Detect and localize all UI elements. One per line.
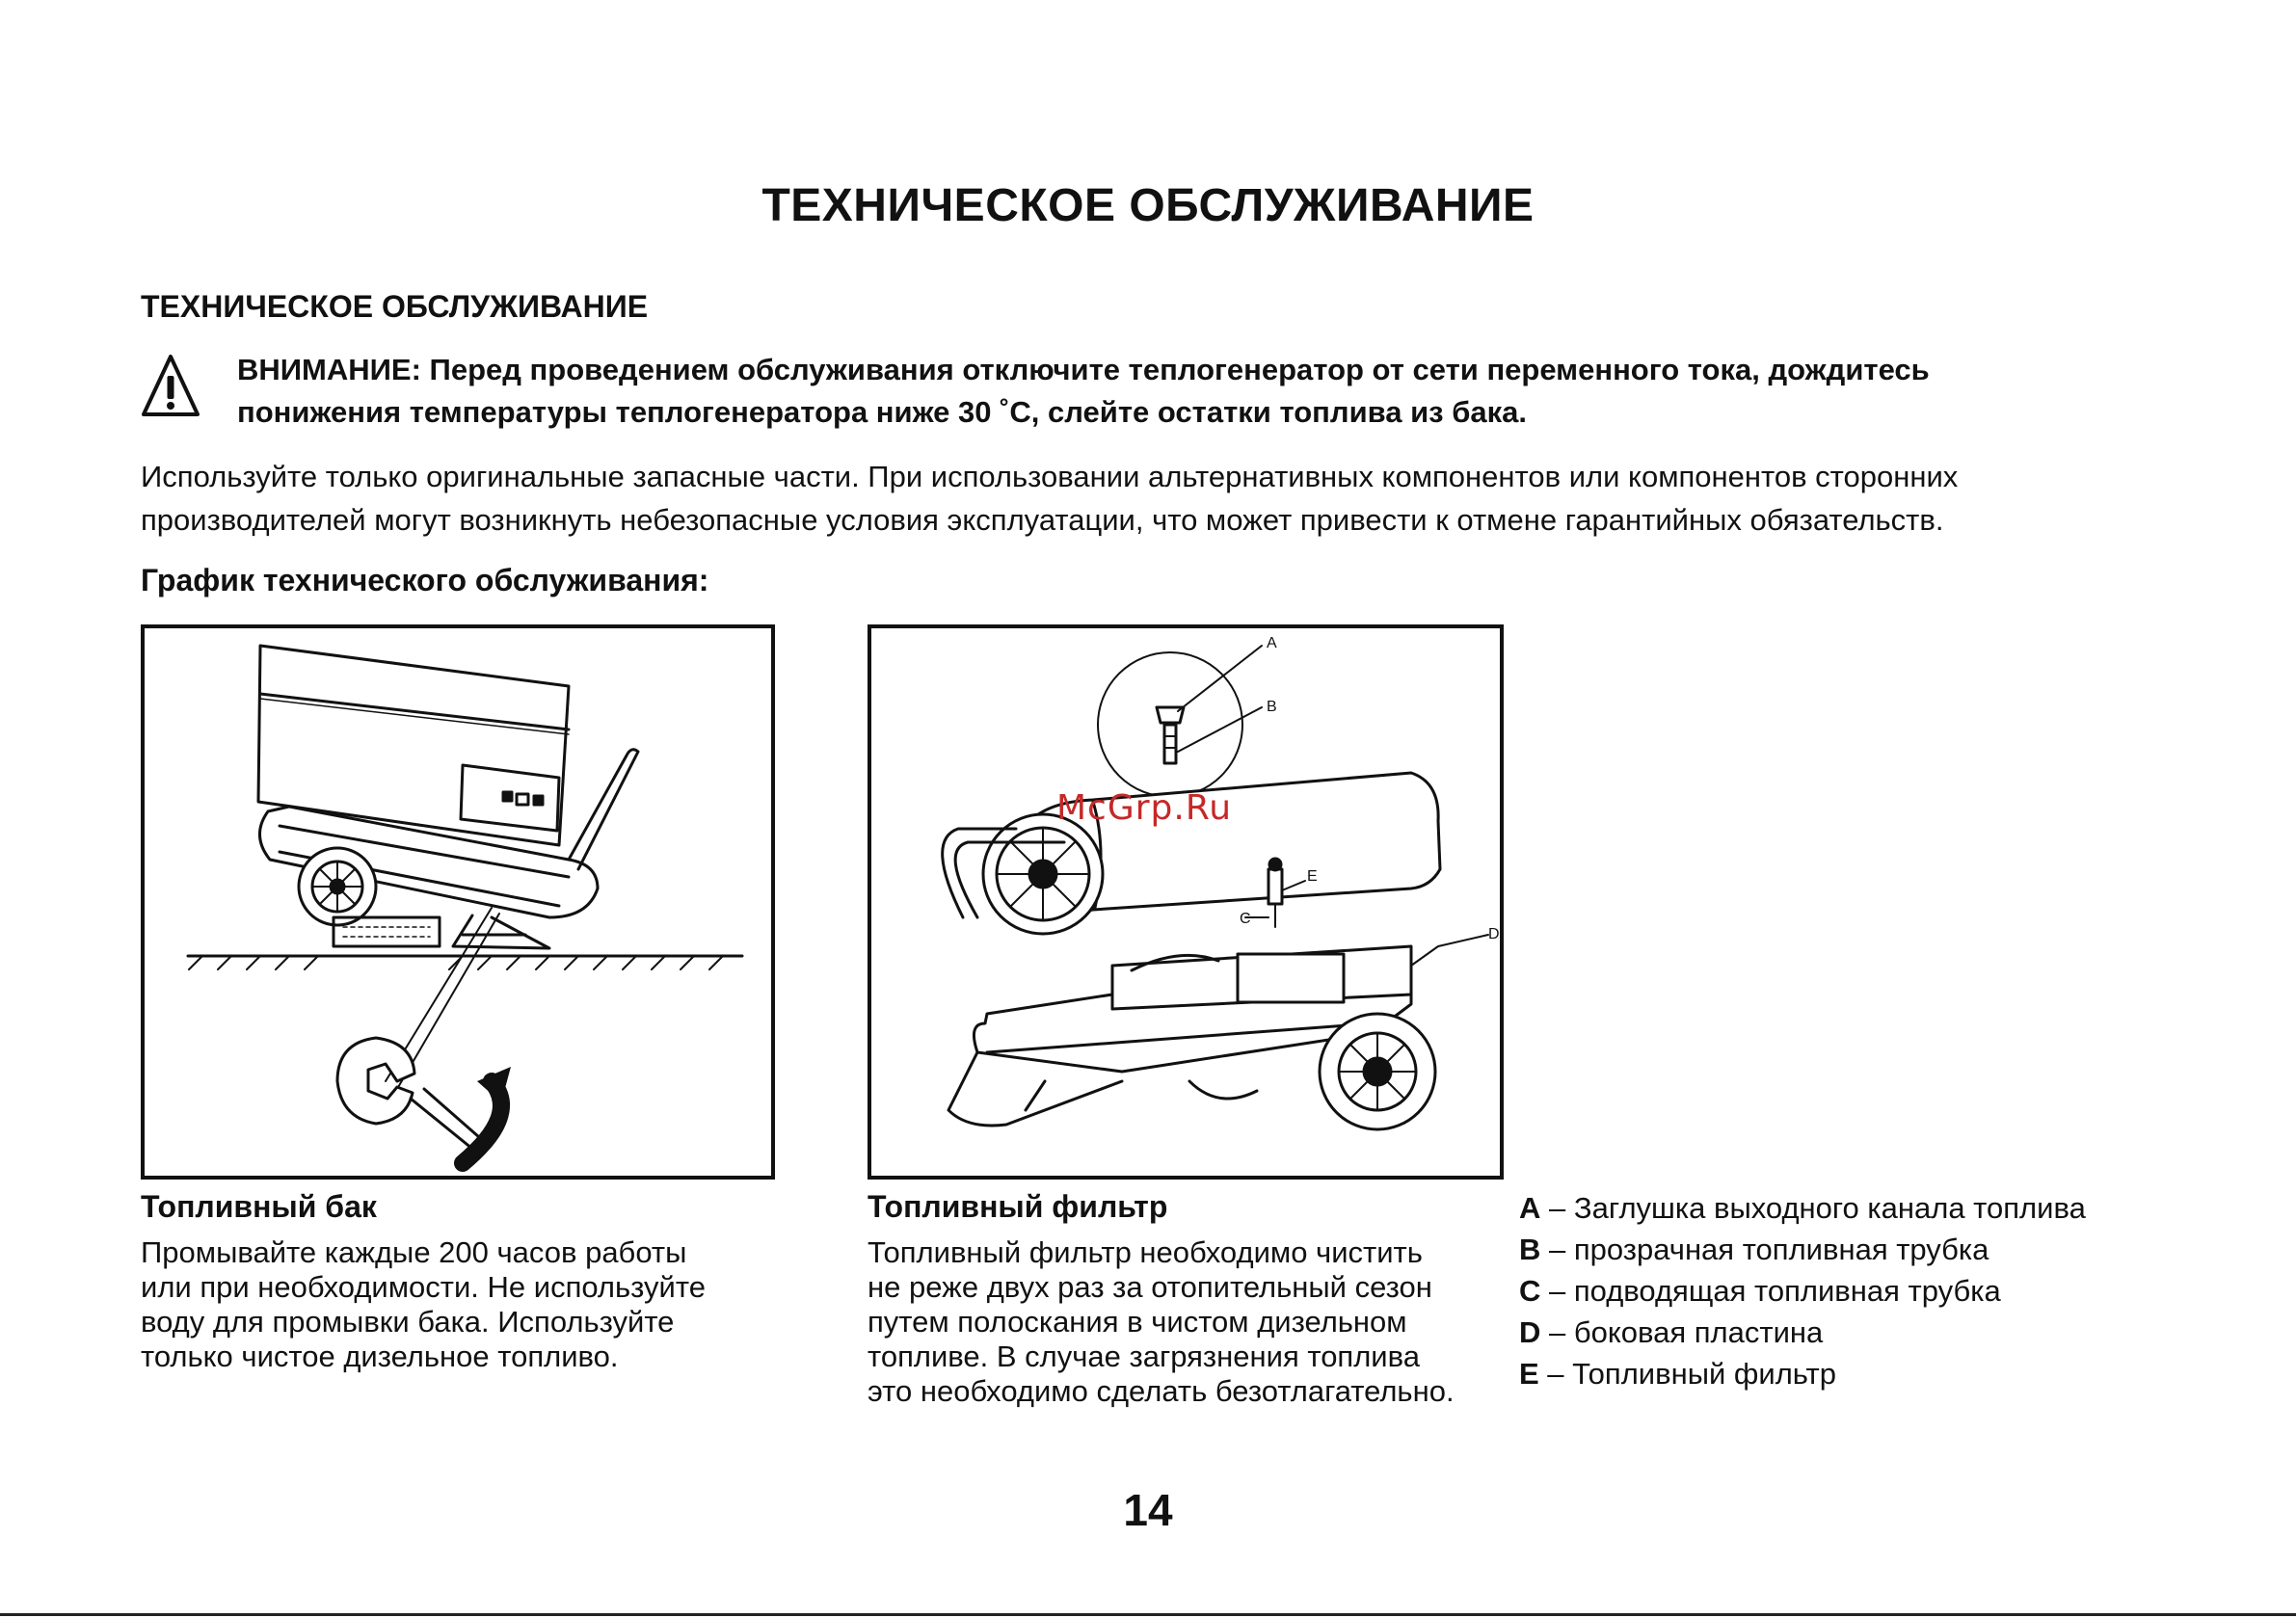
fuel-tank-line: или при необходимости. Не используйте xyxy=(141,1270,706,1304)
diagram-label-c: C xyxy=(1240,911,1251,927)
legend-letter: A xyxy=(1519,1191,1541,1225)
legend-text: – Заглушка выходного канала топлива xyxy=(1540,1191,2086,1225)
fuel-tank-line: воду для промывки бака. Используйте xyxy=(141,1305,675,1339)
intro-paragraph xyxy=(141,455,2194,542)
page-number: 14 xyxy=(1123,1485,1173,1535)
fuel-tank-figure xyxy=(141,624,775,1180)
diagram-label-a: A xyxy=(1267,635,1277,651)
fuel-filter-line: не реже двух раз за отопительный сезон xyxy=(868,1270,1432,1304)
legend-letter: C xyxy=(1519,1274,1541,1308)
legend-text: – подводящая топливная трубка xyxy=(1540,1274,2001,1308)
legend-item-b xyxy=(1519,1229,2271,1270)
fuel-filter-title: Топливный фильтр xyxy=(868,1189,1168,1224)
fuel-tank-text xyxy=(141,1235,777,1374)
fuel-filter-line: путем полоскания в чистом дизельном xyxy=(868,1305,1407,1339)
warning-triangle-icon xyxy=(141,353,200,420)
legend-letter: D xyxy=(1519,1315,1541,1349)
legend-text: – Топливный фильтр xyxy=(1538,1357,1836,1391)
fuel-tank-line: только чистое дизельное топливо. xyxy=(141,1339,619,1373)
diagram-label-e: E xyxy=(1307,868,1318,885)
warning-line-2: понижения температуры теплогенератора ниже 30 ˚C, слейте остатки топлива из бака. xyxy=(237,395,1527,429)
legend-text: – прозрачная топливная трубка xyxy=(1540,1233,1989,1266)
diagram-label-b: B xyxy=(1267,699,1277,715)
legend-letter: E xyxy=(1519,1357,1539,1391)
fuel-tank-illustration xyxy=(145,628,771,1176)
watermark: McGrp.Ru xyxy=(1056,788,1233,828)
legend-letter: B xyxy=(1519,1233,1541,1266)
fuel-filter-figure xyxy=(868,624,1504,1180)
intro-line-1: Используйте только оригинальные запасные части. При использовании альтернативных компонентов или компонентов сторонних xyxy=(141,460,1959,493)
schedule-title: График технического обслуживания: xyxy=(141,563,709,597)
bottom-rule xyxy=(0,1613,2296,1616)
page-title: ТЕХНИЧЕСКОЕ ОБСЛУЖИВАНИЕ xyxy=(761,180,1535,231)
warning-text xyxy=(237,349,2165,434)
fuel-filter-line: Топливный фильтр необходимо чистить xyxy=(868,1235,1423,1269)
section-title: ТЕХНИЧЕСКОЕ ОБСЛУЖИВАНИЕ xyxy=(141,289,649,324)
legend-item-e xyxy=(1519,1353,2271,1394)
warning-line-1: ВНИМАНИЕ: Перед проведением обслуживания отключите теплогенератор от сети переменного тока, дождитесь xyxy=(237,353,1930,386)
fuel-filter-line: это необходимо сделать безотлагательно. xyxy=(868,1374,1455,1408)
diagram-label-d: D xyxy=(1488,926,1500,942)
legend-item-d xyxy=(1519,1312,2271,1353)
component-legend xyxy=(1519,1187,2271,1394)
fuel-filter-text xyxy=(868,1235,1513,1409)
fuel-filter-line: топливе. В случае загрязнения топлива xyxy=(868,1339,1420,1373)
legend-text: – боковая пластина xyxy=(1540,1315,1824,1349)
fuel-tank-line: Промывайте каждые 200 часов работы xyxy=(141,1235,687,1269)
fuel-filter-illustration xyxy=(871,628,1500,1176)
legend-item-c xyxy=(1519,1270,2271,1312)
intro-line-2: производителей могут возникнуть небезопасные условия эксплуатации, что может привести к отмене гарантийных обязательств. xyxy=(141,503,1944,537)
legend-item-a xyxy=(1519,1187,2271,1229)
fuel-tank-title: Топливный бак xyxy=(141,1189,377,1224)
